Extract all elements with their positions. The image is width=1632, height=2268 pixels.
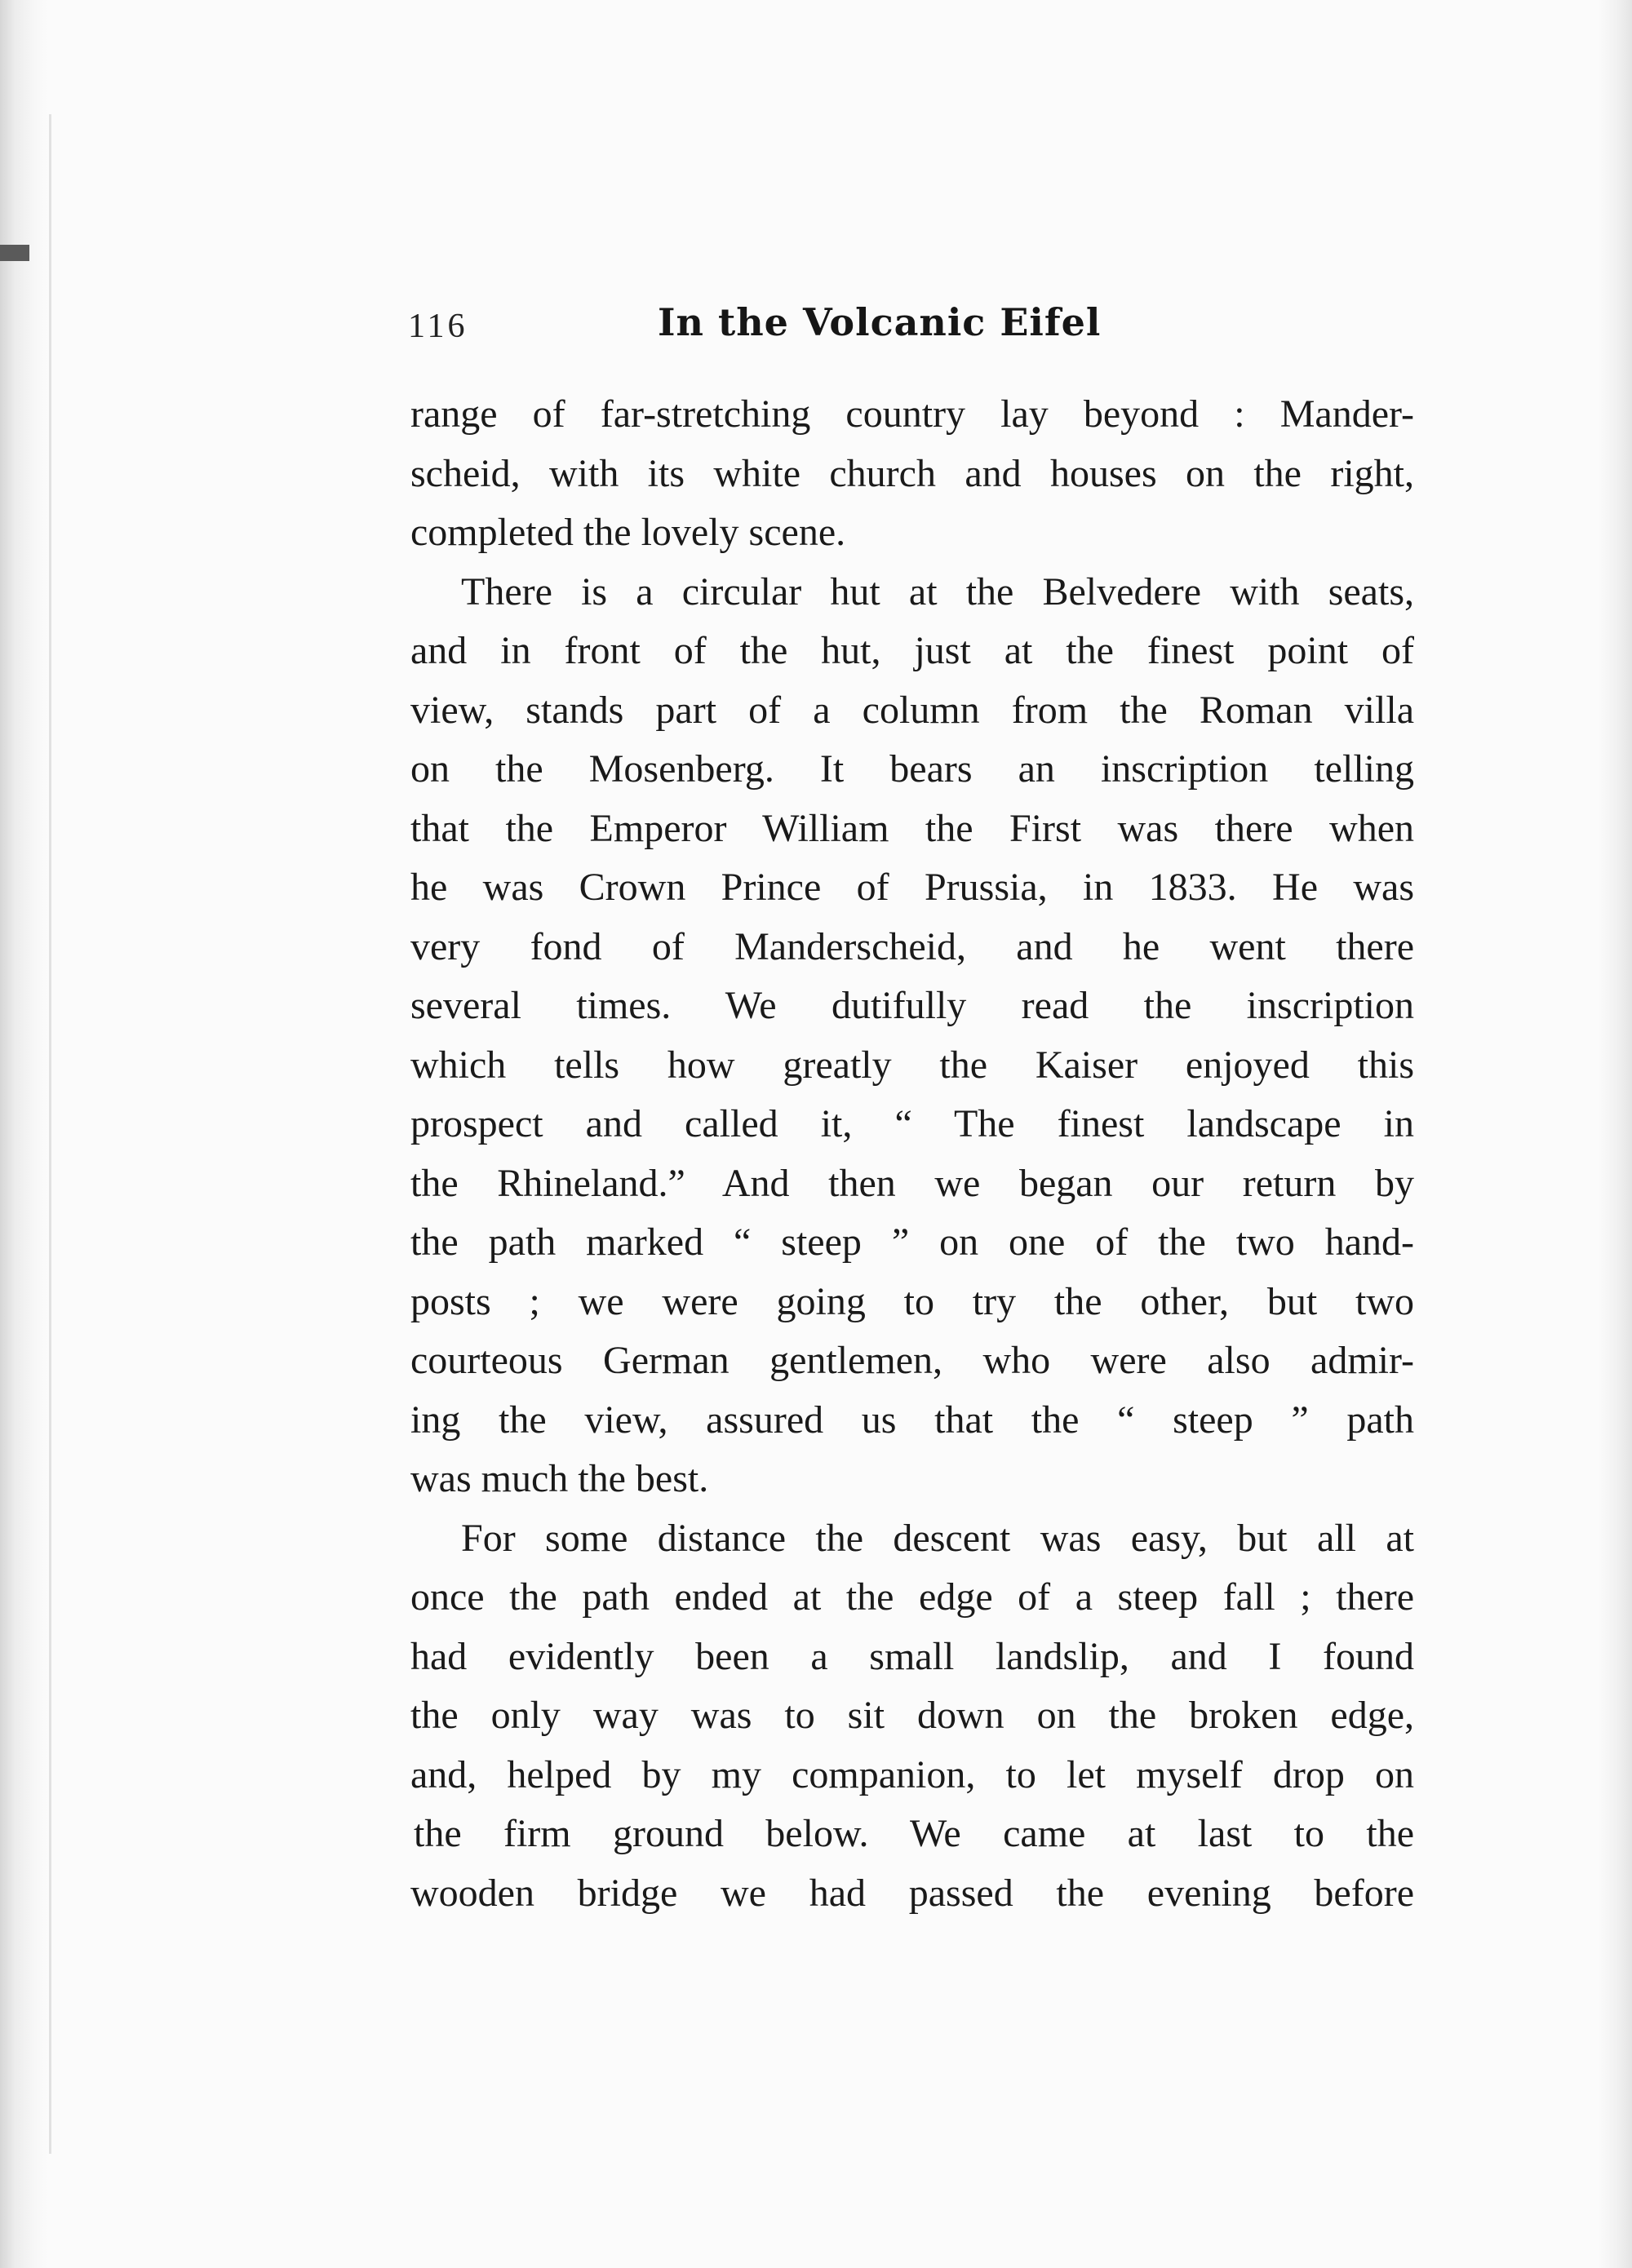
text-line: he was Crown Prince of Prussia, in 1833. He was: [410, 866, 1414, 909]
text-line: ing the view, assured us that the “ steep ” path: [410, 1398, 1414, 1442]
running-title: In the Volcanic Eifel: [658, 300, 1102, 344]
text-line: that the Emperor William the First was there when: [410, 806, 1414, 850]
text-line: very fond of Manderscheid, and he went there: [410, 924, 1414, 968]
running-head: [408, 300, 1224, 357]
text-line: posts ; we were going to try the other, but two: [410, 1279, 1414, 1323]
text-line: was much the best.: [410, 1457, 709, 1500]
text-line: and, helped by my companion, to let myself drop on: [410, 1752, 1414, 1796]
text-line: completed the lovely scene.: [410, 511, 846, 554]
page-binding-edge: [0, 0, 47, 2268]
text-line: several times. We dutifully read the inscription: [410, 984, 1414, 1027]
text-line: and in front of the hut, just at the finest point of: [410, 629, 1414, 672]
text-line: For some distance the descent was easy, but all at: [461, 1516, 1414, 1560]
text-line: prospect and called it, “ The finest landscape in: [410, 1102, 1414, 1145]
text-line: which tells how greatly the Kaiser enjoyed this: [410, 1043, 1414, 1087]
text-line: once the path ended at the edge of a steep fall ; there: [410, 1575, 1414, 1619]
text-line: the firm ground below. We came at last to the: [414, 1812, 1414, 1855]
text-line: had evidently been a small landslip, and I found: [410, 1634, 1414, 1678]
binding-shadow-line: [49, 114, 51, 2154]
text-line: There is a circular hut at the Belvedere with seats,: [461, 569, 1414, 614]
text-line: the Rhineland.” And then we began our return by: [410, 1161, 1414, 1205]
page-right-edge: [1598, 0, 1632, 2268]
page-number: 116: [408, 308, 468, 345]
text-line: wooden bridge we had passed the evening before: [410, 1871, 1414, 1915]
text-line: scheid, with its white church and houses on the right,: [410, 451, 1414, 495]
body-text: [410, 385, 1414, 1923]
text-line: the path marked “ steep ” on one of the two hand-: [410, 1220, 1414, 1264]
text-line: range of far-stretching country lay beyond : Mander-: [410, 392, 1414, 436]
text-line: view, stands part of a column from the Roman villa: [410, 688, 1414, 732]
text-line: the only way was to sit down on the broken edge,: [410, 1694, 1414, 1737]
binding-mark: [0, 245, 29, 261]
text-line: on the Mosenberg. It bears an inscription telling: [410, 747, 1414, 791]
text-line: courteous German gentlemen, who were also admir-: [410, 1339, 1414, 1382]
